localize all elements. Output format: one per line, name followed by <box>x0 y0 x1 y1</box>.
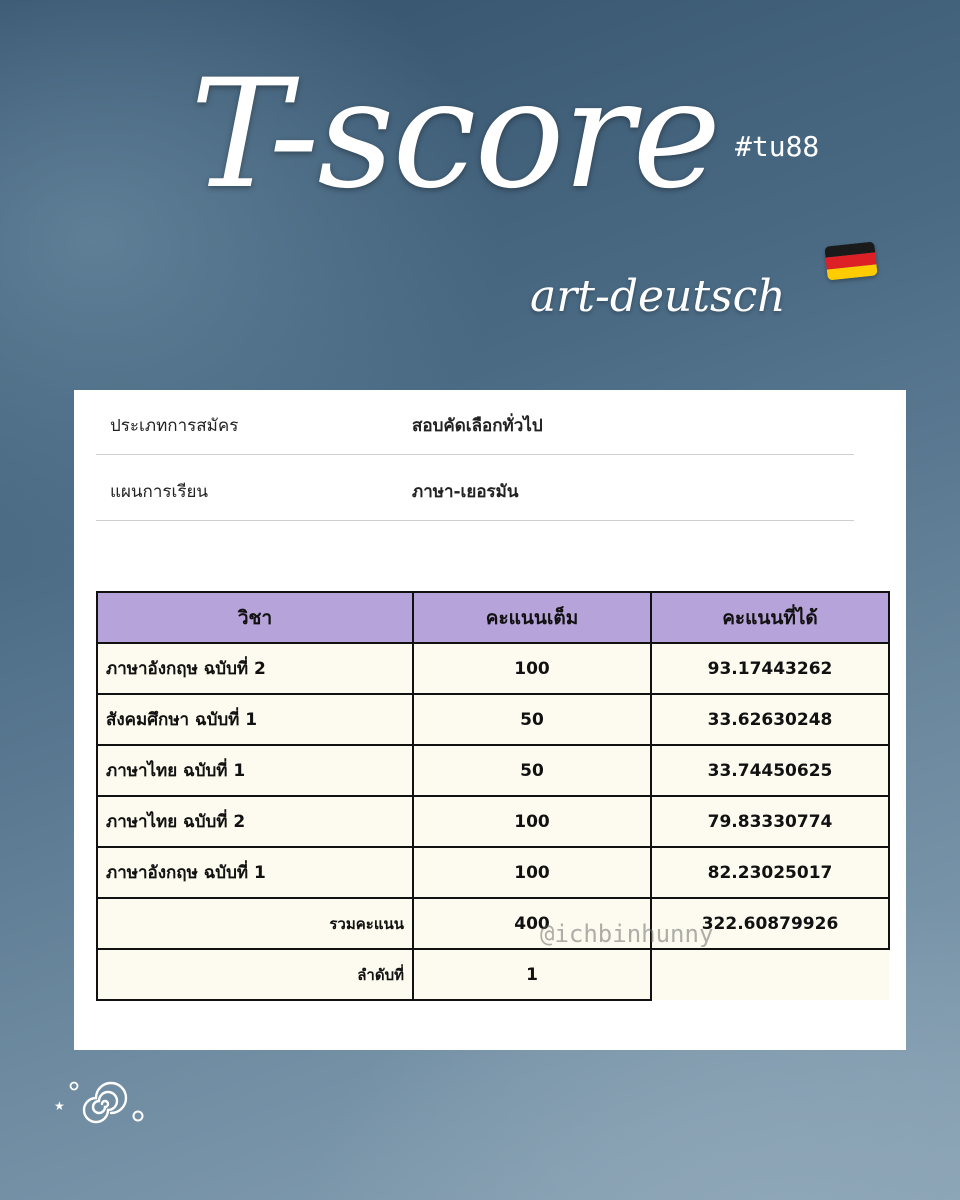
full-score-cell: 100 <box>413 847 651 898</box>
subject-cell: ภาษาไทย ฉบับที่ 2 <box>97 796 413 847</box>
sparkle-swirl-icon <box>52 1078 152 1128</box>
score-cell: 33.62630248 <box>651 694 889 745</box>
germany-flag-icon <box>824 241 877 280</box>
full-score-cell: 50 <box>413 745 651 796</box>
total-full-score: 400 <box>413 898 651 949</box>
score-card <box>74 390 906 1050</box>
table-header-row <box>97 592 889 643</box>
score-table <box>96 591 890 1001</box>
subject-cell: ภาษาไทย ฉบับที่ 1 <box>97 745 413 796</box>
subject-cell: ภาษาอังกฤษ ฉบับที่ 2 <box>97 643 413 694</box>
header-subject: วิชา <box>97 592 413 643</box>
svg-text:★: ★ <box>54 1099 65 1113</box>
header-full-score: คะแนนเต็ม <box>413 592 651 643</box>
rank-label: ลำดับที่ <box>97 949 413 1000</box>
info-value: ภาษา-เยอรมัน <box>412 482 519 502</box>
hashtag: #tu88 <box>735 130 820 163</box>
subject-cell: ภาษาอังกฤษ ฉบับที่ 1 <box>97 847 413 898</box>
empty-cell <box>651 949 889 1000</box>
table-row <box>97 847 889 898</box>
table-row <box>97 643 889 694</box>
full-score-cell: 100 <box>413 643 651 694</box>
rank-value: 1 <box>413 949 651 1000</box>
table-row <box>97 796 889 847</box>
full-score-cell: 50 <box>413 694 651 745</box>
total-label: รวมคะแนน <box>97 898 413 949</box>
watermark: @ichbinhunny <box>540 920 714 948</box>
score-cell: 82.23025017 <box>651 847 889 898</box>
info-row-application-type <box>96 390 854 455</box>
info-value: สอบคัดเลือกทั่วไป <box>412 416 543 436</box>
full-score-cell: 100 <box>413 796 651 847</box>
info-label: แผนการเรียน <box>110 482 209 502</box>
total-score: 322.60879926 <box>651 898 889 949</box>
score-cell: 79.83330774 <box>651 796 889 847</box>
rank-row <box>97 949 889 1000</box>
table-row <box>97 745 889 796</box>
table-row <box>97 694 889 745</box>
header-obtained-score: คะแนนที่ได้ <box>651 592 889 643</box>
title: T-score <box>190 48 720 222</box>
total-row <box>97 898 889 949</box>
score-cell: 33.74450625 <box>651 745 889 796</box>
info-label: ประเภทการสมัคร <box>110 416 239 436</box>
subtitle: art-deutsch <box>530 271 786 322</box>
info-row-study-plan <box>96 456 854 521</box>
subject-cell: สังคมศึกษา ฉบับที่ 1 <box>97 694 413 745</box>
score-cell: 93.17443262 <box>651 643 889 694</box>
